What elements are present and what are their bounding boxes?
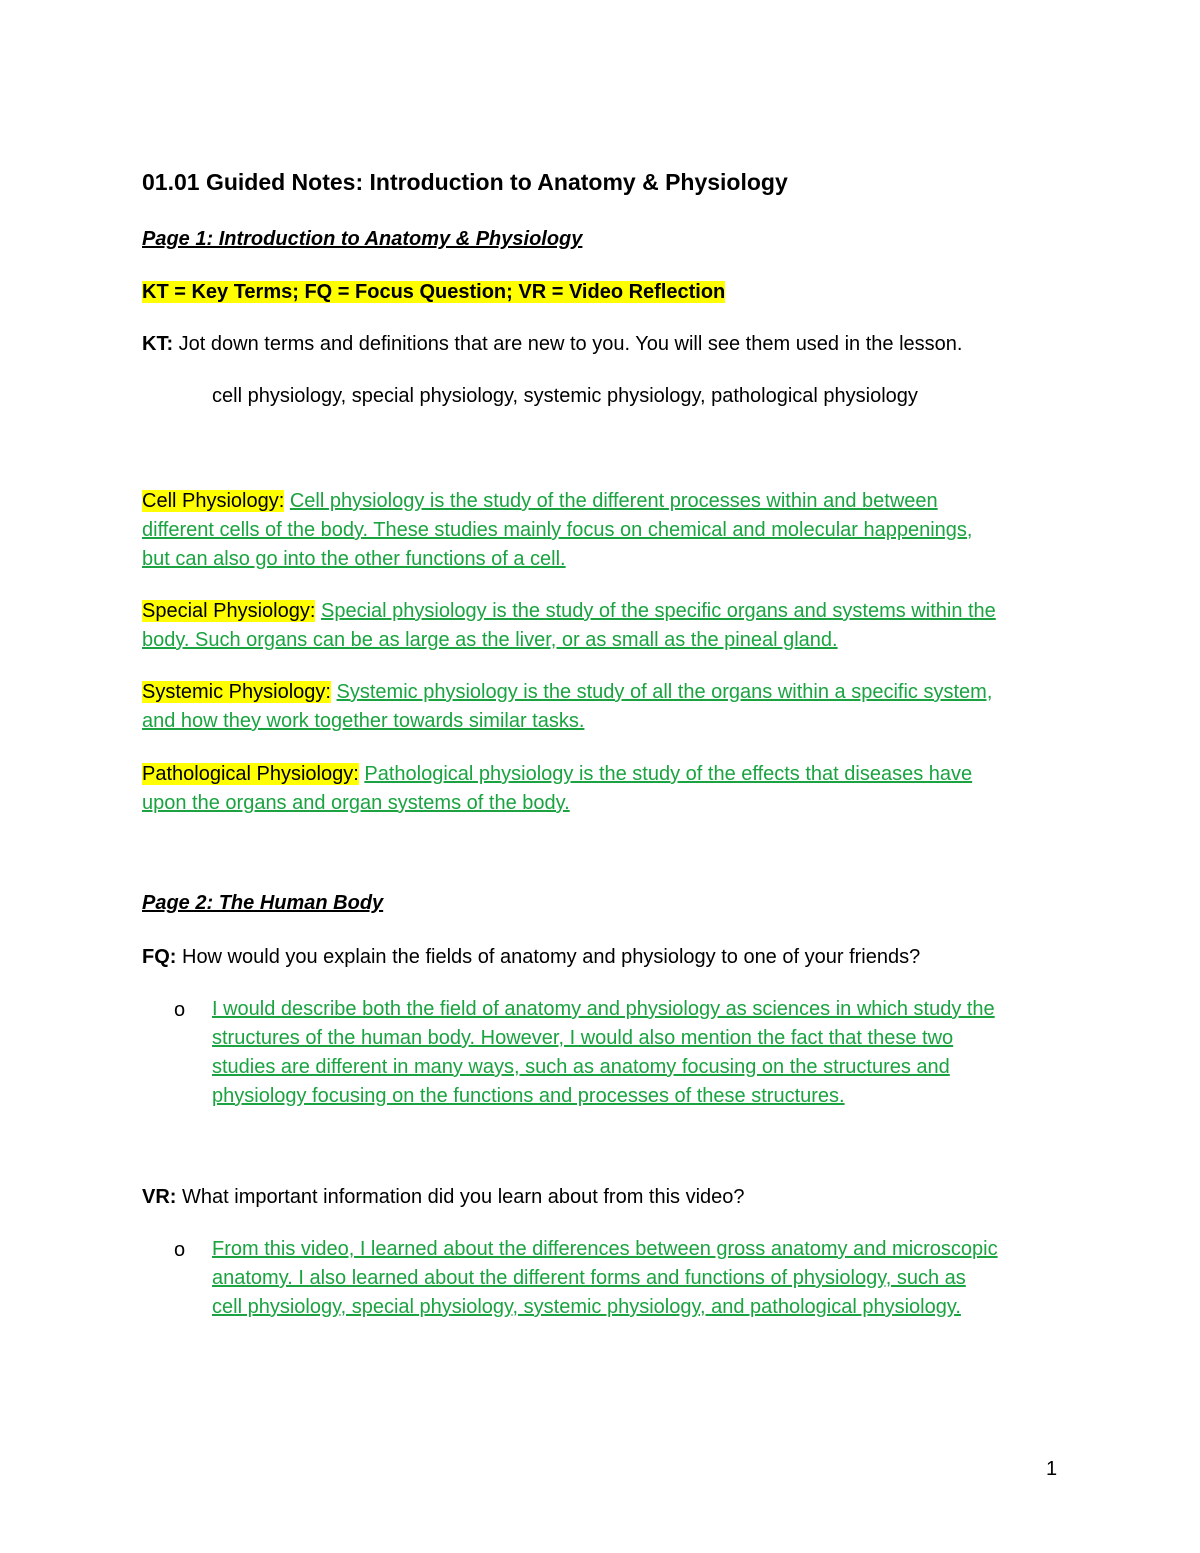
vr-answer-line-3: cell physiology, special physiology, systemic physiology, and pathological physiology. bbox=[212, 1296, 961, 1318]
cell-physiology-line-1 bbox=[142, 487, 938, 515]
cell-physiology-line-3: but can also go into the other functions of a cell. bbox=[142, 548, 566, 570]
vr-bullet-icon: o bbox=[174, 1239, 186, 1261]
legend-highlight: KT = Key Terms; FQ = Focus Question; VR = Video Reflection bbox=[142, 281, 726, 303]
key-terms-list: cell physiology, special physiology, systemic physiology, pathological physiology bbox=[212, 385, 918, 407]
systemic-physiology-label: Systemic Physiology: bbox=[142, 681, 331, 703]
kt-label: KT: bbox=[142, 333, 174, 355]
special-physiology-label: Special Physiology: bbox=[142, 600, 316, 622]
document-title: 01.01 Guided Notes: Introduction to Anatomy & Physiology bbox=[142, 169, 788, 195]
fq-answer-line-4: physiology focusing on the functions and processes of these structures. bbox=[212, 1085, 845, 1107]
vr-answer-line-2: anatomy. I also learned about the different forms and functions of physiology, such as bbox=[212, 1267, 966, 1289]
section-heading-page-1: Page 1: Introduction to Anatomy & Physiology bbox=[142, 228, 583, 250]
vr-answer-line-1: From this video, I learned about the differences between gross anatomy and microscopic bbox=[212, 1238, 998, 1260]
kt-prompt: Jot down terms and definitions that are new to you. You will see them used in the lesson. bbox=[173, 333, 963, 355]
cell-physiology-answer: Cell physiology is the study of the different processes within and between bbox=[289, 490, 938, 512]
special-physiology-answer: Special physiology is the study of the specific organs and systems within the bbox=[321, 600, 996, 622]
vr-label: VR: bbox=[142, 1186, 177, 1208]
pathological-physiology-answer: Pathological physiology is the study of the effects that diseases have bbox=[364, 763, 973, 785]
pathological-physiology-line-2: upon the organs and organ systems of the body. bbox=[142, 792, 570, 814]
fq-prompt-line bbox=[142, 943, 920, 971]
special-physiology-line-1 bbox=[142, 597, 996, 625]
vr-prompt: What important information did you learn about from this video? bbox=[176, 1186, 745, 1208]
cell-physiology-line-2: different cells of the body. These studies mainly focus on chemical and molecular happenings, bbox=[142, 519, 973, 541]
systemic-physiology-answer: Systemic physiology is the study of all the organs within a specific system, bbox=[336, 681, 993, 703]
systemic-physiology-line-1 bbox=[142, 678, 992, 706]
fq-bullet-icon: o bbox=[174, 999, 186, 1021]
fq-prompt: How would you explain the fields of anatomy and physiology to one of your friends? bbox=[176, 946, 921, 968]
fq-answer-line-3: studies are different in many ways, such as anatomy focusing on the structures and bbox=[212, 1056, 950, 1078]
systemic-physiology-line-2: and how they work together towards similar tasks. bbox=[142, 710, 585, 732]
page-number: 1 bbox=[1046, 1458, 1058, 1480]
kt-prompt-line bbox=[142, 330, 962, 358]
fq-answer-line-2: structures of the human body. However, I would also mention the fact that these two bbox=[212, 1027, 954, 1049]
section-heading-page-2: Page 2: The Human Body bbox=[142, 892, 384, 914]
pathological-physiology-line-1 bbox=[142, 760, 972, 788]
legend-line bbox=[142, 278, 725, 306]
fq-answer-line-1: I would describe both the field of anatomy and physiology as sciences in which study the bbox=[212, 998, 995, 1020]
special-physiology-line-2: body. Such organs can be as large as the liver, or as small as the pineal gland. bbox=[142, 629, 838, 651]
cell-physiology-label: Cell Physiology: bbox=[142, 490, 285, 512]
fq-label: FQ: bbox=[142, 946, 177, 968]
vr-prompt-line bbox=[142, 1183, 745, 1211]
pathological-physiology-label: Pathological Physiology: bbox=[142, 763, 359, 785]
